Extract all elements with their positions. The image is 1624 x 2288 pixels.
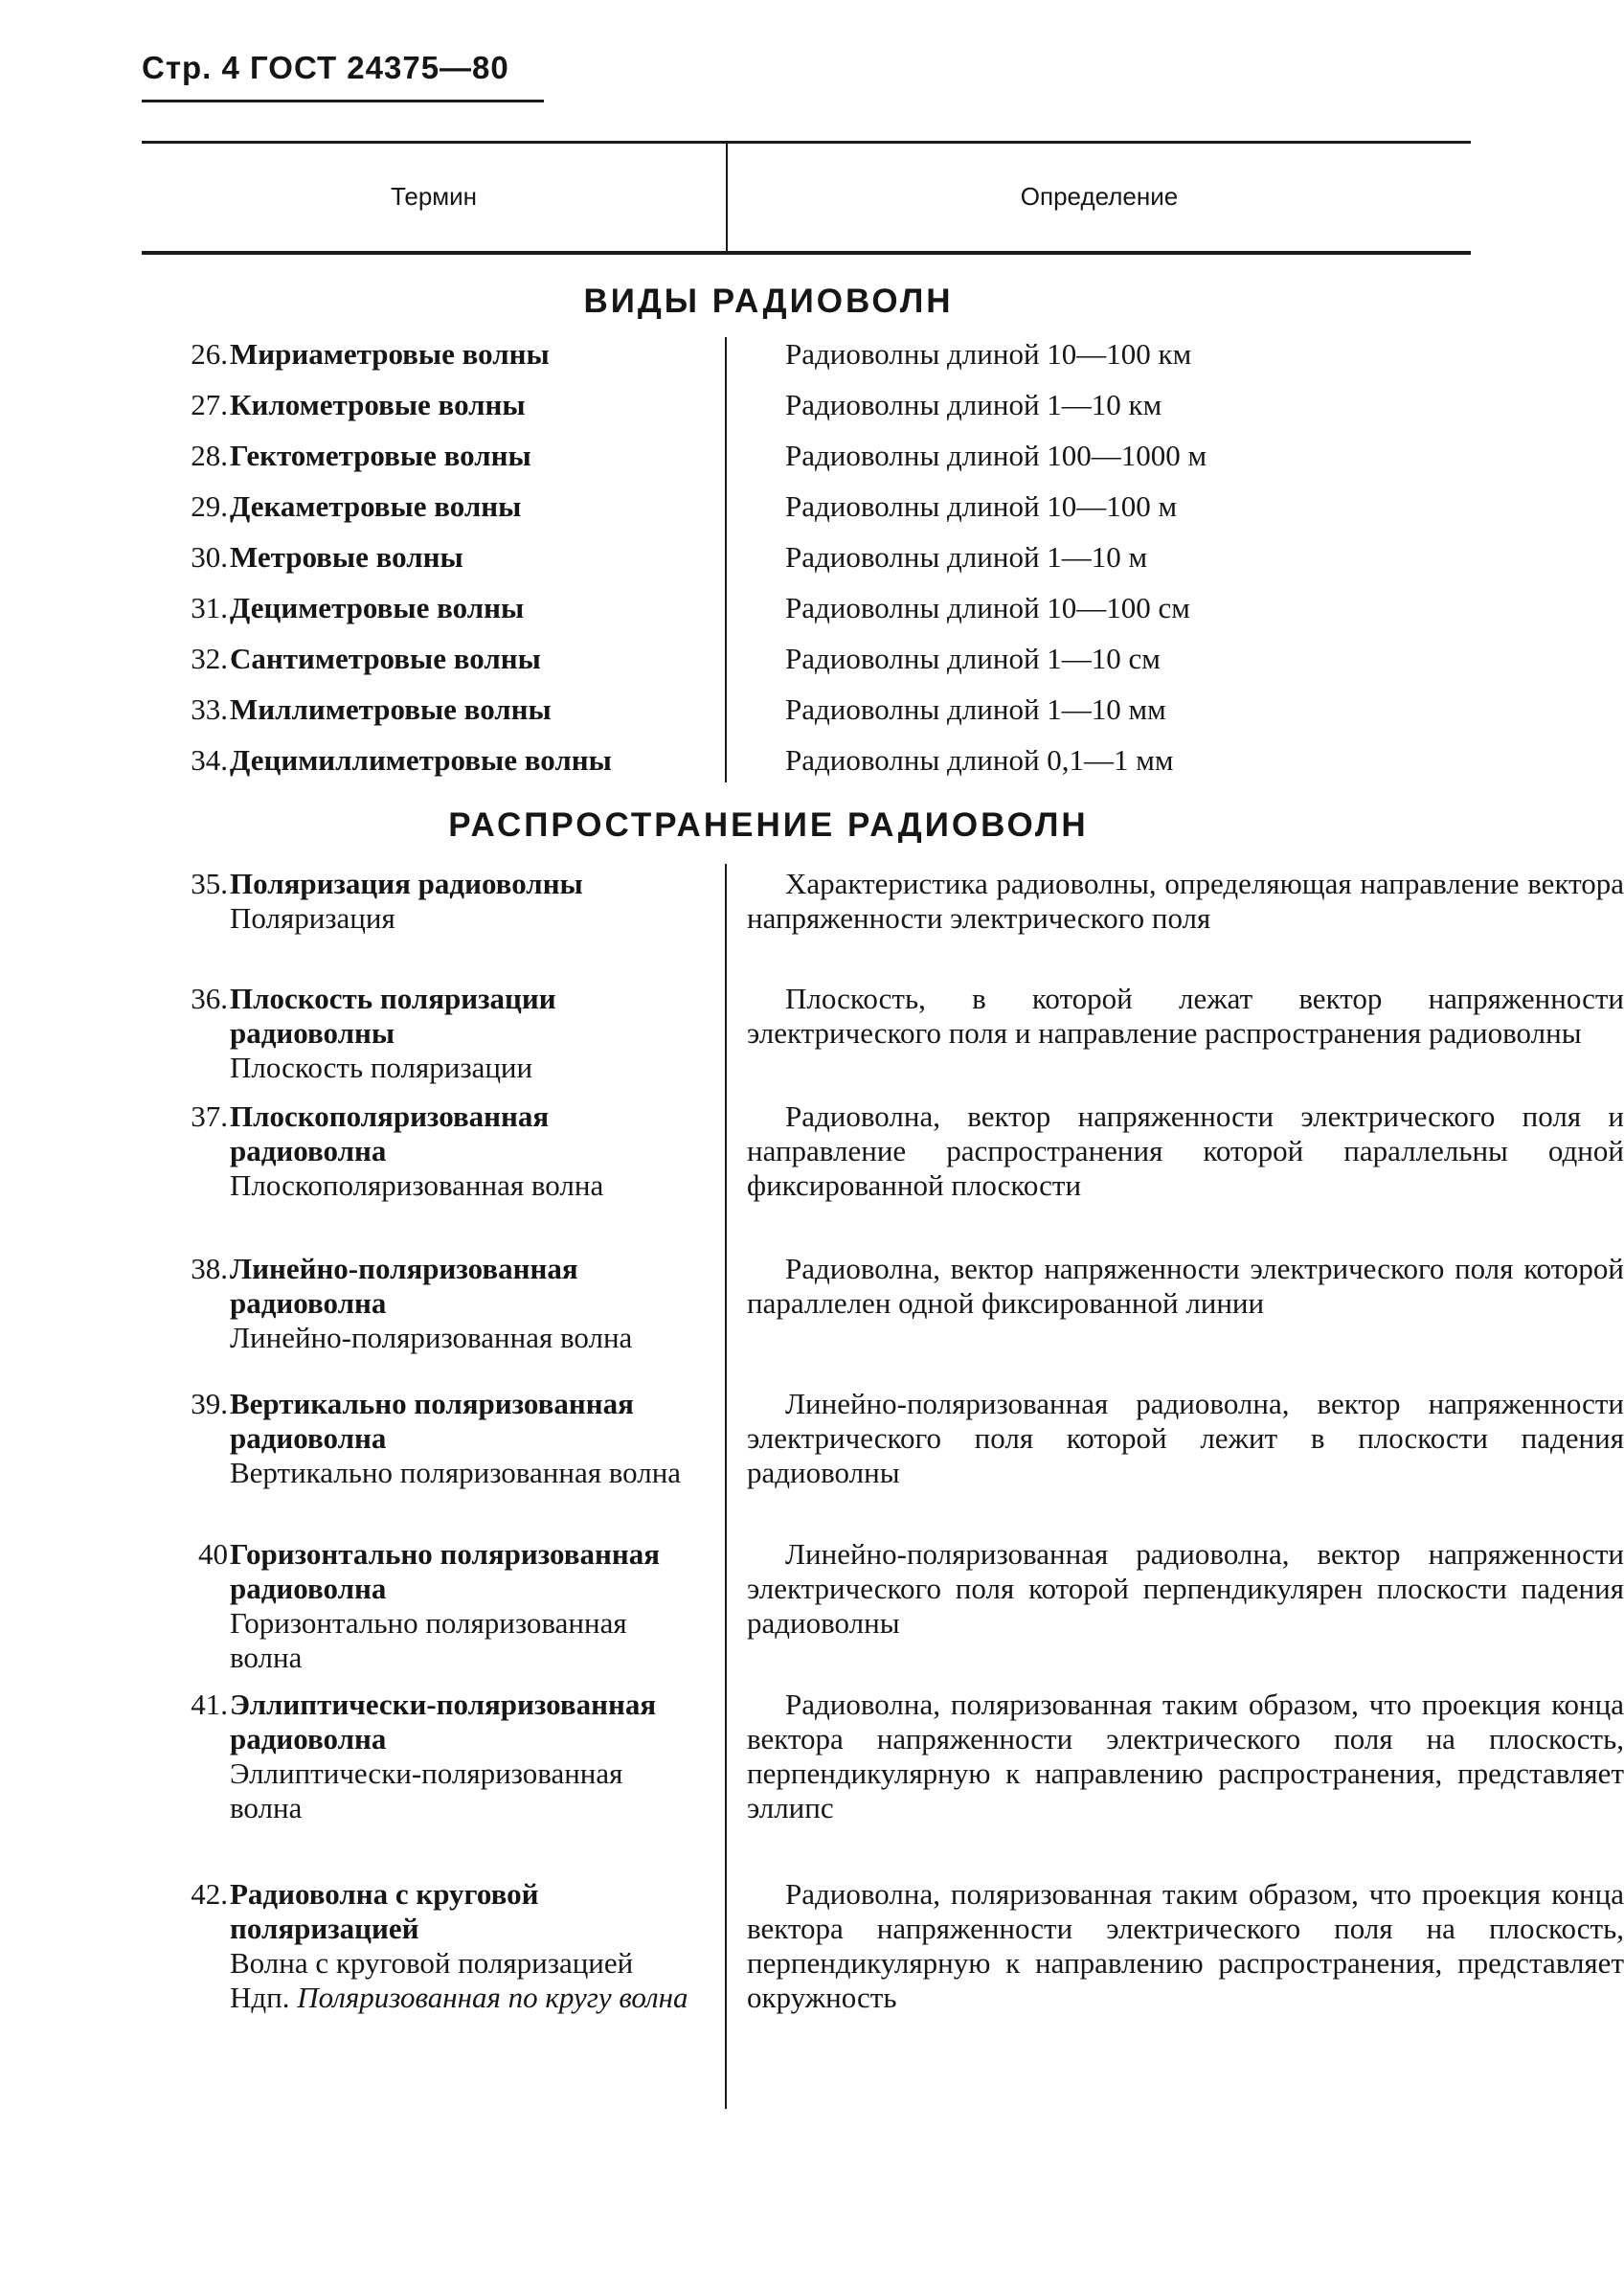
term-definition: Радиоволны длиной 1—10 мм xyxy=(785,692,1166,726)
term-name: Плоскополяризованная радиоволна xyxy=(230,1099,550,1167)
term-synonym: Горизонтально поляризованная волна xyxy=(230,1606,627,1674)
term-definition: Линейно-поляризованная радиоволна, вектор напряженности электрического поля которой лежит в плоскости падения радиоволны xyxy=(747,1387,1624,1489)
term-definition: Плоскость, в которой лежат вектор напряженности электрического поля и направление распространения радиоволны xyxy=(747,982,1624,1050)
term-name: Метровые волны xyxy=(230,540,463,574)
deprecated-label: Ндп. xyxy=(230,1981,290,2014)
term-number: 26. xyxy=(191,337,228,371)
term-synonym: Волна с круговой поляризацией xyxy=(230,1946,634,1980)
term-definition: Радиоволны длиной 10—100 м xyxy=(785,489,1178,523)
term-number: 38. xyxy=(191,1252,228,1285)
term-synonym: Эллиптически-поляризованная волна xyxy=(230,1756,623,1824)
term-definition: Характеристика радиоволны, определяющая направление вектора напряженности электрического поля xyxy=(747,867,1624,935)
term-name: Линейно-поляризованная радиоволна xyxy=(230,1252,578,1320)
section-title-propagation: РАСПРОСТРАНЕНИЕ РАДИОВОЛН xyxy=(448,806,1089,844)
term-number: 34. xyxy=(191,743,228,777)
column-divider xyxy=(725,864,727,2109)
term-name: Сантиметровые волны xyxy=(230,642,541,675)
term-synonym: Линейно-поляризованная волна xyxy=(230,1321,633,1354)
term-definition: Радиоволны длиной 100—1000 м xyxy=(785,439,1207,472)
term-number: 42. xyxy=(191,1877,228,1911)
page-header: Стр. 4 ГОСТ 24375—80 xyxy=(142,50,509,85)
column-header-definition: Определение xyxy=(1020,182,1179,211)
term-definition: Радиоволна, поляризованная таким образом, что проекция конца вектора напряженности электрического поля на плоскость, перпендикулярную к направлению распространения, представляет эллипс xyxy=(747,1688,1624,1824)
term-definition: Радиоволны длиной 10—100 км xyxy=(785,337,1192,371)
term-name: Горизонтально поляризованная радиоволна xyxy=(230,1537,660,1605)
term-definition: Радиоволны длиной 1—10 м xyxy=(785,540,1148,574)
term-synonym: Поляризация xyxy=(230,901,395,935)
term-number: 37. xyxy=(191,1099,228,1133)
term-name: Километровые волны xyxy=(230,388,526,421)
term-name: Эллиптически-поляризованная радиоволна xyxy=(230,1688,657,1756)
term-name: Децимиллиметровые волны xyxy=(230,743,612,777)
term-number: 39. xyxy=(191,1387,228,1420)
term-definition: Линейно-поляризованная радиоволна, вектор напряженности электрического поля которой перпендикулярен плоскости падения радиоволны xyxy=(747,1537,1624,1640)
term-name: Декаметровые волны xyxy=(230,489,522,523)
deprecated-synonym xyxy=(230,1981,701,2015)
column-header-term: Термин xyxy=(390,182,478,211)
term-name: Мириаметровые волны xyxy=(230,337,550,371)
term-definition: Радиоволны длиной 0,1—1 мм xyxy=(785,743,1174,777)
term-number: 31. xyxy=(191,591,228,624)
term-name: Вертикально поляризованная радиоволна xyxy=(230,1387,634,1455)
term-synonym: Плоскость поляризации xyxy=(230,1051,533,1084)
term-number: 32. xyxy=(191,642,228,675)
term-definition: Радиоволны длиной 1—10 см xyxy=(785,642,1161,675)
term-name: Миллиметровые волны xyxy=(230,692,552,726)
term-number: 40 xyxy=(198,1537,228,1571)
term-number: 30. xyxy=(191,540,228,574)
term-name: Плоскость поляризации радиоволны xyxy=(230,982,556,1050)
term-name: Радиоволна с круговой поляризацией xyxy=(230,1877,539,1945)
term-number: 28. xyxy=(191,439,228,472)
term-name: Дециметровые волны xyxy=(230,591,525,624)
term-name: Поляризация радиоволны xyxy=(230,867,583,900)
term-number: 36. xyxy=(191,982,228,1015)
term-number: 33. xyxy=(191,692,228,726)
term-synonym: Плоскополяризованная волна xyxy=(230,1168,604,1202)
table-head-rule xyxy=(142,251,1471,255)
section-title-types: ВИДЫ РАДИОВОЛН xyxy=(583,283,954,320)
term-definition: Радиоволны длиной 1—10 км xyxy=(785,388,1162,421)
term-number: 35. xyxy=(191,867,228,900)
term-number: 29. xyxy=(191,489,228,523)
column-divider xyxy=(725,337,727,782)
term-synonym: Вертикально поляризованная волна xyxy=(230,1456,682,1489)
term-definition: Радиоволны длиной 10—100 см xyxy=(785,591,1190,624)
term-definition: Радиоволна, вектор напряженности электрического поля которой параллелен одной фиксированной линии xyxy=(747,1252,1624,1320)
term-number: 41. xyxy=(191,1688,228,1721)
page-header-rule xyxy=(142,100,544,102)
deprecated-term: Поляризованная по кругу волна xyxy=(297,1981,688,2014)
term-name: Гектометровые волны xyxy=(230,439,531,472)
table-top-rule xyxy=(142,141,1471,144)
term-number: 27. xyxy=(191,388,228,421)
term-definition: Радиоволна, поляризованная таким образом, что проекция конца вектора напряженности электрического поля на плоскость, перпендикулярную к направлению распространения, представляет окружность xyxy=(747,1877,1624,2014)
term-definition: Радиоволна, вектор напряженности электрического поля и направление распространения которой параллельны одной фиксированной плоскости xyxy=(747,1099,1624,1202)
